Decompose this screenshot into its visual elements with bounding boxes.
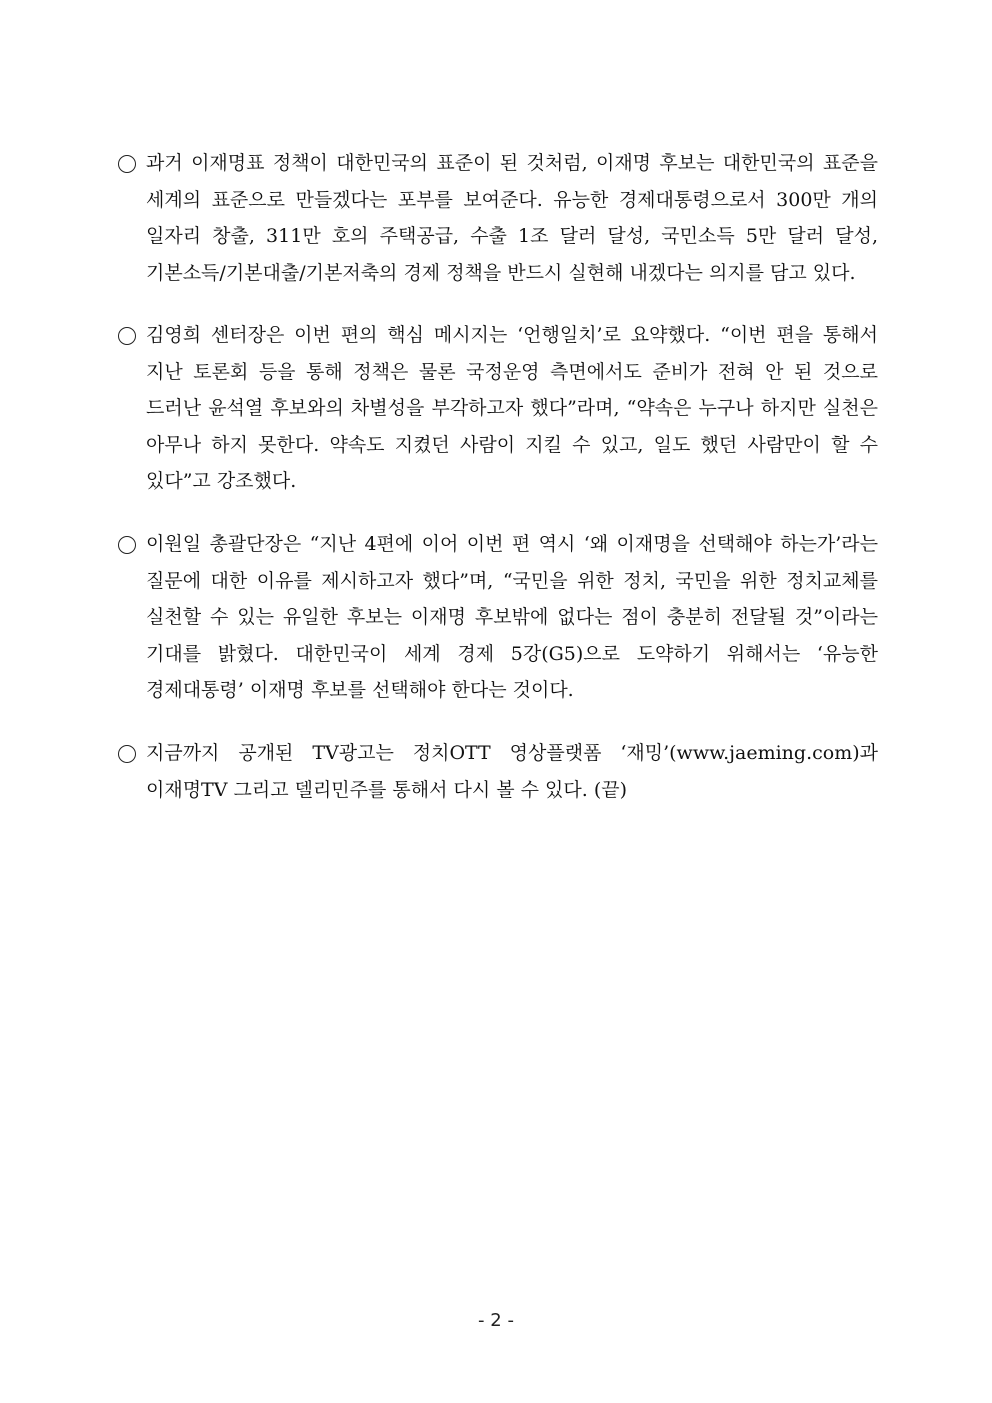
- paragraph-2: [118, 325, 878, 500]
- circle-bullet-icon: [118, 155, 136, 173]
- circle-bullet-icon: [118, 327, 136, 345]
- paragraph-text: 김영희 센터장은 이번 편의 핵심 메시지는 ‘언행일치’로 요약했다. “이번 편을 통해서 지난 토론회 등을 통해 정책은 물론 국정운영 측면에서도 준비가 전혀 안 된 것으로 드러난 윤석열 후보와의 차별성을 부각하고자 했다”라며, “약속은 누구나 하지만 실천은 아무나 하지 못한다. 약속도 지켰던 사람이 지킬 수 있고, 일도 했던 사람만이 할 수 있다”고 강조했다.: [146, 324, 878, 492]
- paragraph-3: [118, 534, 878, 709]
- paragraph-text: 이원일 총괄단장은 “지난 4편에 이어 이번 편 역시 ‘왜 이재명을 선택해야 하는가’라는 질문에 대한 이유를 제시하고자 했다”며, “국민을 위한 정치, 국민을 위한 정치교체를 실천할 수 있는 유일한 후보는 이재명 후보밖에 없다는 점이 충분히 전달될 것”이라는 기대를 밝혔다. 대한민국이 세계 경제 5강(G5)으로 도약하기 위해서는 ‘유능한 경제대통령’ 이재명 후보를 선택해야 한다는 것이다.: [146, 533, 878, 701]
- paragraph-text: 과거 이재명표 정책이 대한민국의 표준이 된 것처럼, 이재명 후보는 대한민국의 표준을 세계의 표준으로 만들겠다는 포부를 보여준다. 유능한 경제대통령으로서 300만 개의 일자리 창출, 311만 호의 주택공급, 수출 1조 달러 달성, 국민소득 5만 달러 달성, 기본소득/기본대출/기본저축의 경제 정책을 반드시 실현해 내겠다는 의지를 담고 있다.: [146, 152, 878, 284]
- paragraph-1: [118, 153, 878, 291]
- paragraph-text: 지금까지 공개된 TV광고는 정치OTT 영상플랫폼 ‘재밍’(www.jaeming.com)과 이재명TV 그리고 델리민주를 통해서 다시 볼 수 있다. (끝): [146, 742, 878, 801]
- circle-bullet-icon: [118, 745, 136, 763]
- paragraph-4: [118, 743, 878, 808]
- page-number: - 2 -: [478, 1310, 514, 1331]
- circle-bullet-icon: [118, 536, 136, 554]
